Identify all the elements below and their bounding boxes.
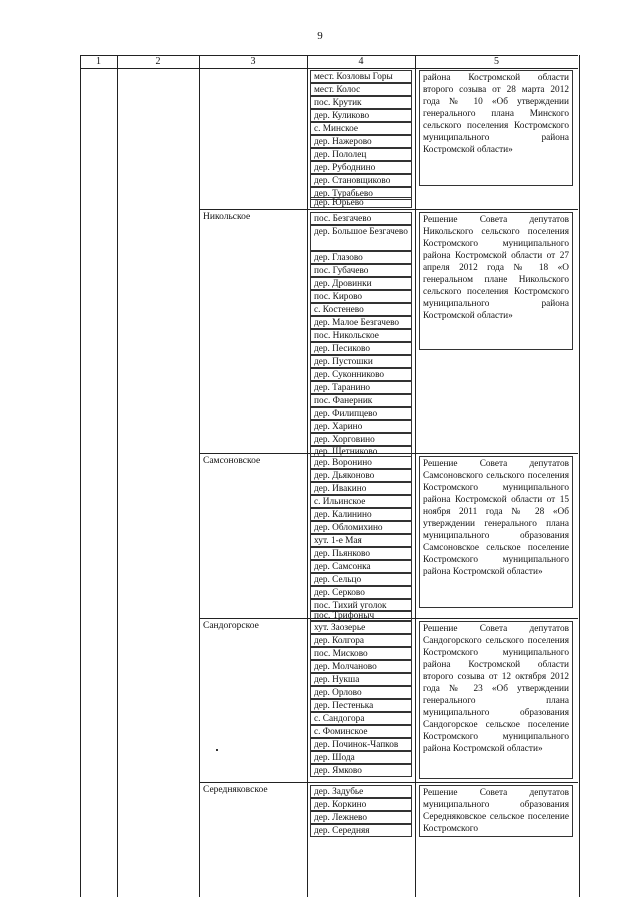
settlement-cell: с. Сандогора bbox=[310, 712, 412, 725]
settlement-cell: с. Фоминское bbox=[310, 725, 412, 738]
settlement-cell: с. Минское bbox=[310, 122, 412, 135]
settlement-cell: дер. Дьяконово bbox=[310, 469, 412, 482]
settlement-cell: пос. Мисково bbox=[310, 647, 412, 660]
settlement-cell: мест. Козловы Горы bbox=[310, 70, 412, 83]
settlement-cell: дер. Калинино bbox=[310, 508, 412, 521]
settlement-cell: дер. Пестенька bbox=[310, 699, 412, 712]
column-divider bbox=[199, 55, 200, 897]
settlement-cell: пос. Кирово bbox=[310, 290, 412, 303]
settlement-cell: дер. Середняя bbox=[310, 824, 412, 837]
municipality-name: Сандогорское bbox=[203, 621, 259, 631]
column-divider bbox=[117, 55, 118, 897]
settlement-cell: дер. Коркино bbox=[310, 798, 412, 811]
settlement-cell: дер. Юрьево bbox=[310, 197, 412, 208]
settlement-cell: пос. Крутик bbox=[310, 96, 412, 109]
settlement-cell: дер. Таранино bbox=[310, 381, 412, 394]
settlement-cell: дер. Пустошки bbox=[310, 355, 412, 368]
settlement-cell: пос. Губачево bbox=[310, 264, 412, 277]
column-header-3: 3 bbox=[250, 56, 256, 67]
settlement-cell: дер. Филипцево bbox=[310, 407, 412, 420]
settlement-cell: с. Костенево bbox=[310, 303, 412, 316]
municipality-name: Самсоновское bbox=[203, 456, 261, 466]
column-header-1: 1 bbox=[96, 56, 101, 67]
settlement-cell: дер. Турабьево bbox=[310, 187, 412, 200]
column-divider bbox=[415, 55, 416, 897]
municipality-name: Середняковское bbox=[203, 785, 268, 795]
settlement-cell: дер. Хорговино bbox=[310, 433, 412, 446]
settlement-cell: дер. Куликово bbox=[310, 109, 412, 122]
stray-mark bbox=[216, 749, 218, 751]
settlement-cell: пос. Никольское bbox=[310, 329, 412, 342]
document-cell: Решение Совета депутатов Сандогорского сельского поселения Костромского муниципального района Костромской области второго созыва от 12 октября 2012 года № 23 «Об утверждении генерального плана муниципального образования Сандогорское сельское поселение Костромского муниципального района Костромской области» bbox=[419, 621, 573, 779]
settlement-cell: дер. Пьянково bbox=[310, 547, 412, 560]
settlement-cell: дер. Серково bbox=[310, 586, 412, 599]
municipality-name: Никольское bbox=[203, 212, 251, 222]
settlement-cell: с. Ильинское bbox=[310, 495, 412, 508]
settlement-cell: дер. Глазово bbox=[310, 251, 412, 264]
settlement-cell: дер. Большое Безгачево bbox=[310, 225, 412, 251]
settlement-cell: пос. Фанерник bbox=[310, 394, 412, 407]
document-cell: района Костромской области второго созыва от 28 марта 2012 года № 10 «Об утверждении генерального плана Минского сельского поселения Костромского муниципального района Костромской области» bbox=[419, 70, 573, 186]
column-header-5: 5 bbox=[494, 56, 499, 67]
group-divider bbox=[199, 782, 578, 783]
document-cell: Решение Совета депутатов Никольского сельского поселения Костромского муниципального района Костромской области от 27 апреля 2012 года № 18 «О генеральном плане Никольского сельского поселения Костромского муниципального района Костромской области» bbox=[419, 212, 573, 350]
column-divider bbox=[307, 55, 308, 897]
settlement-cell: дер. Рубоднино bbox=[310, 161, 412, 174]
settlement-cell: дер. Песиково bbox=[310, 342, 412, 355]
column-header-4: 4 bbox=[358, 56, 364, 67]
settlement-cell: дер. Починок-Чапков bbox=[310, 738, 412, 751]
settlement-cell: дер. Суконниково bbox=[310, 368, 412, 381]
settlement-cell: дер. Сельцо bbox=[310, 573, 412, 586]
settlement-cell: дер. Щетниково bbox=[310, 446, 412, 457]
header-row-border bbox=[80, 68, 578, 69]
settlement-cell: хут. 1-е Мая bbox=[310, 534, 412, 547]
settlement-cell: дер. Нукша bbox=[310, 673, 412, 686]
group-divider bbox=[199, 209, 578, 210]
settlement-cell: дер. Харино bbox=[310, 420, 412, 433]
settlement-cell: мест. Колос bbox=[310, 83, 412, 96]
settlement-cell: дер. Малое Безгачево bbox=[310, 316, 412, 329]
settlement-cell: хут. Заозерье bbox=[310, 621, 412, 634]
settlement-cell: дер. Пололец bbox=[310, 148, 412, 161]
settlement-cell: дер. Задубье bbox=[310, 785, 412, 798]
settlement-cell: пос. Безгачево bbox=[310, 212, 412, 225]
settlement-cell: дер. Нажерово bbox=[310, 135, 412, 148]
settlement-cell: дер. Ямково bbox=[310, 764, 412, 777]
document-cell: Решение Совета депутатов Самсоновского сельского поселения Костромского муниципального района Костромской области от 15 ноября 2011 года № 28 «Об утверждении генерального плана муниципального образования Самсоновское сельское поселение Костромского муниципального района Костромской области» bbox=[419, 456, 573, 608]
settlement-cell: дер. Лежнево bbox=[310, 811, 412, 824]
settlement-cell: дер. Молчаново bbox=[310, 660, 412, 673]
settlement-cell: пос. Трифоныч bbox=[310, 610, 412, 621]
settlement-cell: дер. Ивакино bbox=[310, 482, 412, 495]
settlement-cell: дер. Воронино bbox=[310, 456, 412, 469]
settlement-cell: дер. Дровинки bbox=[310, 277, 412, 290]
column-header-2: 2 bbox=[155, 56, 161, 67]
settlement-cell: дер. Обломихино bbox=[310, 521, 412, 534]
settlement-cell: дер. Орлово bbox=[310, 686, 412, 699]
settlement-cell: дер. Колгора bbox=[310, 634, 412, 647]
page-number: 9 bbox=[317, 30, 323, 42]
settlement-cell: пос. Тихий уголок bbox=[310, 599, 412, 612]
settlement-cell: дер. Становщиково bbox=[310, 174, 412, 187]
document-cell: Решение Совета депутатов муниципального образования Середняковское сельское поселение Костромского bbox=[419, 785, 573, 837]
settlement-cell: дер. Шода bbox=[310, 751, 412, 764]
settlement-cell: дер. Самсонка bbox=[310, 560, 412, 573]
